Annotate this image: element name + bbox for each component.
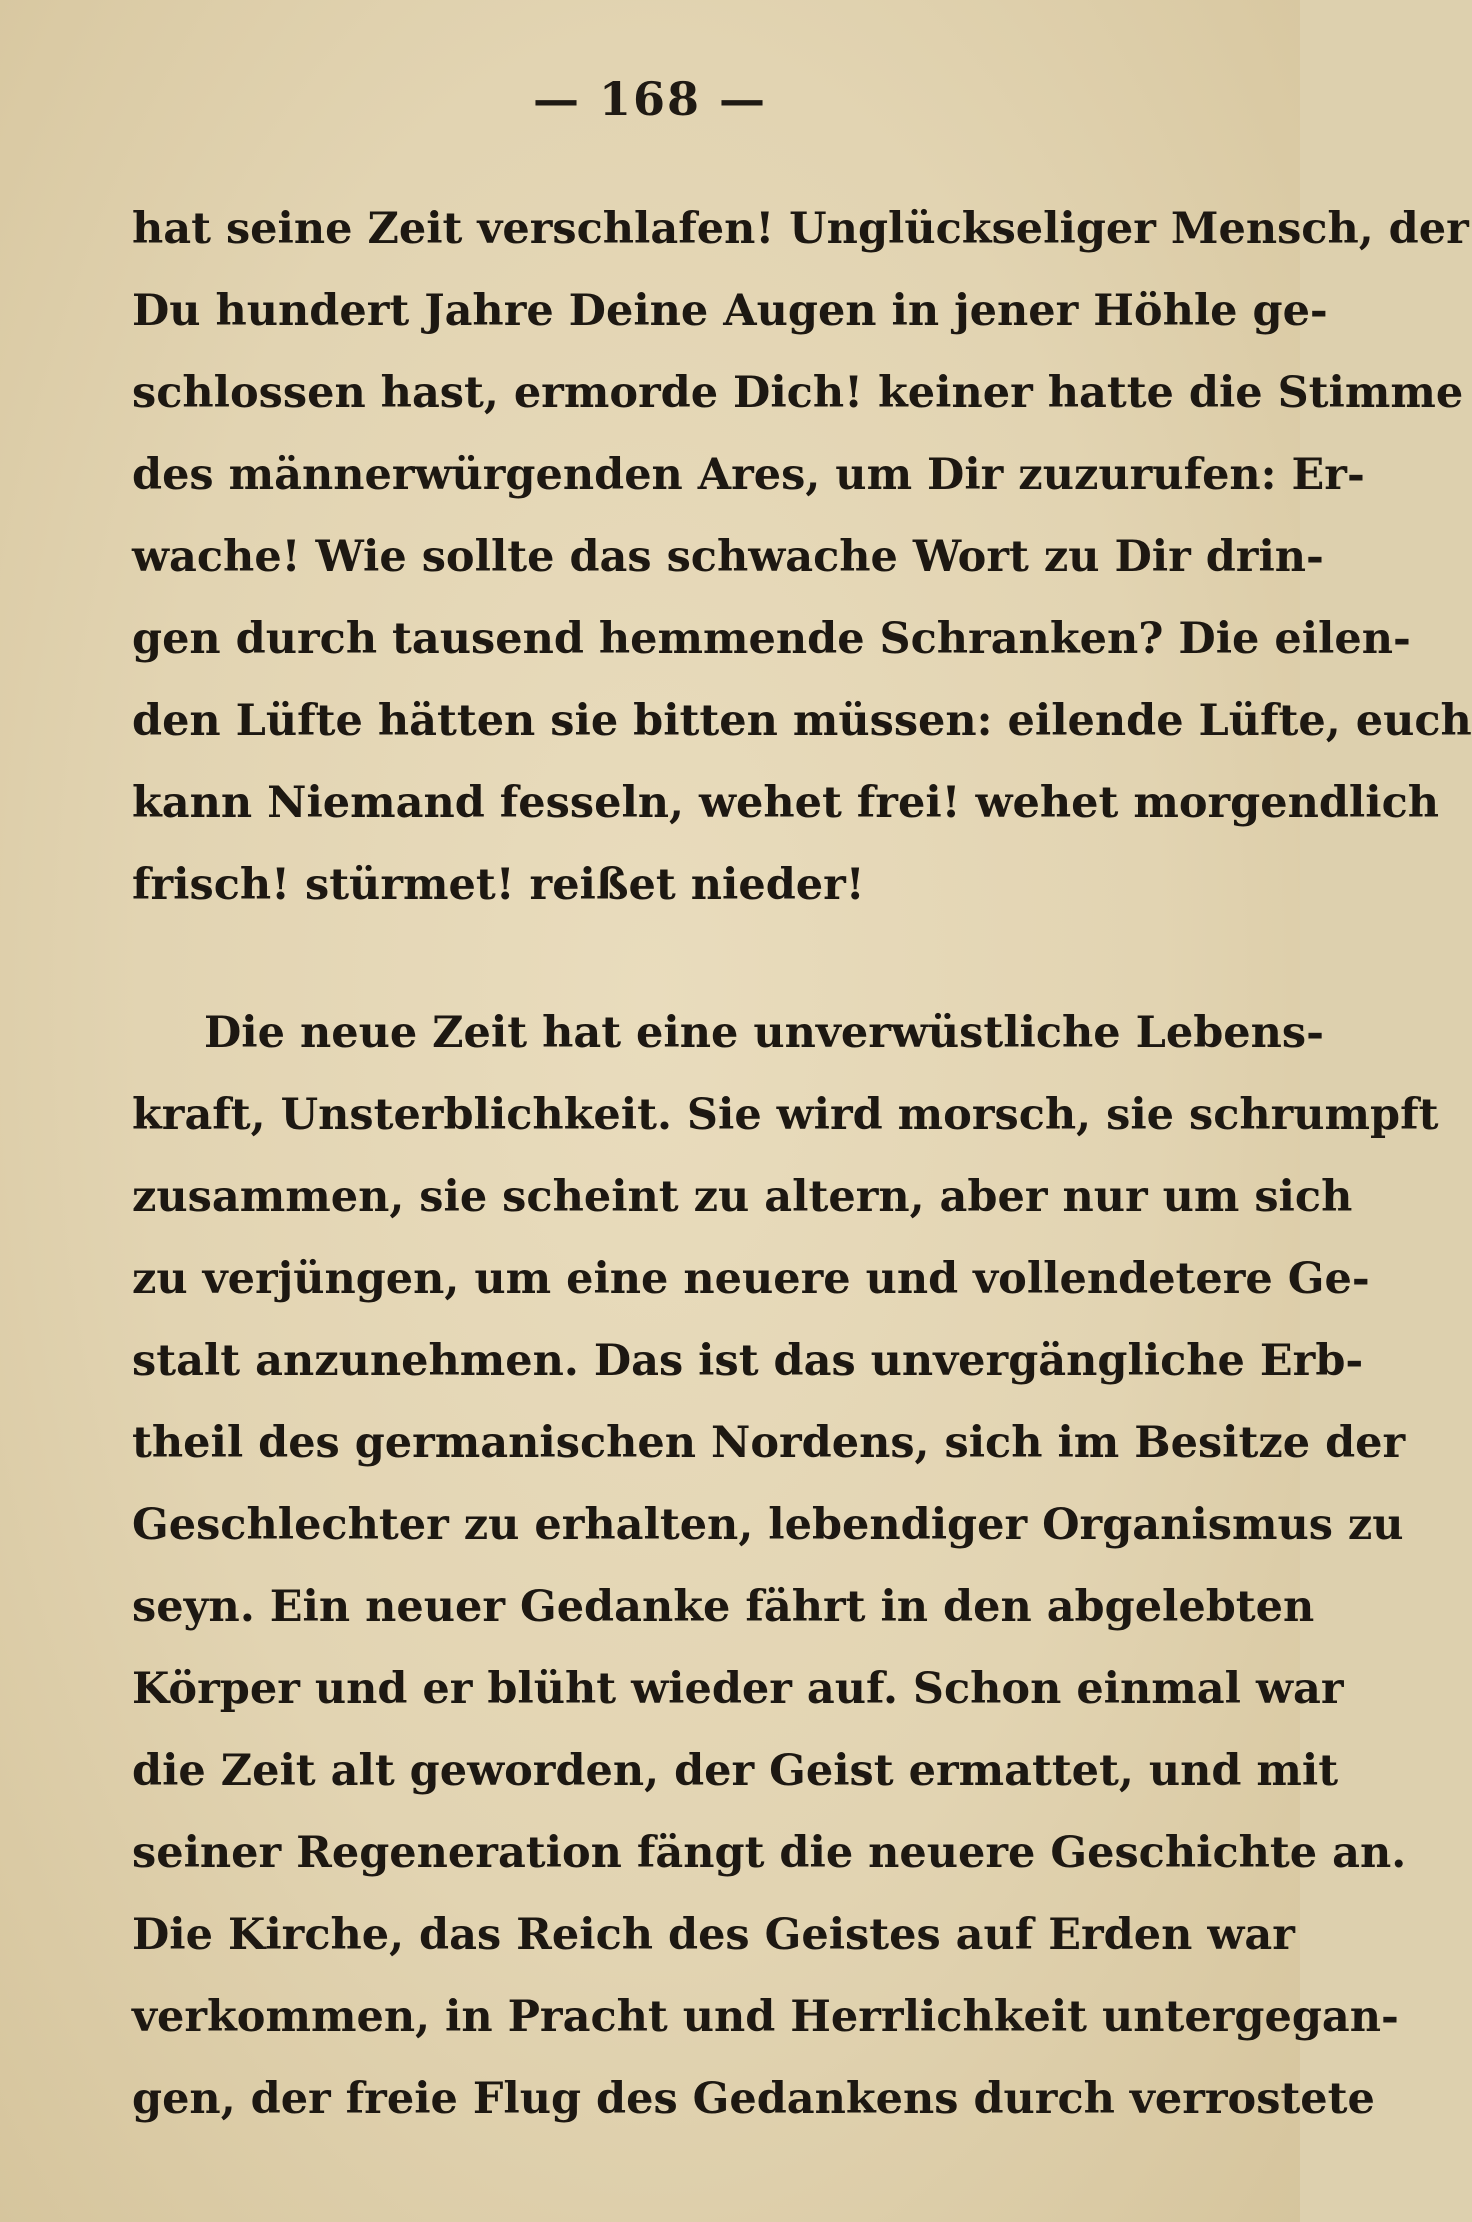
text-line: Körper und er blüht wieder auf. Schon einmal war: [132, 1664, 1344, 1714]
text-line: zusammen, sie scheint zu altern, aber nur um sich: [132, 1172, 1353, 1222]
text-line: Die Kirche, das Reich des Geistes auf Erden war: [132, 1910, 1295, 1960]
text-line: stalt anzunehmen. Das ist das unvergängliche Erb-: [132, 1336, 1364, 1386]
text-line: schlossen hast, ermorde Dich! keiner hatte die Stimme: [132, 368, 1464, 418]
text-line: Du hundert Jahre Deine Augen in jener Höhle ge-: [132, 286, 1328, 336]
text-line: gen durch tausend hemmende Schranken? Die eilen-: [132, 614, 1411, 664]
paragraph: [132, 188, 1472, 926]
text-line: des männerwürgenden Ares, um Dir zuzurufen: Er-: [132, 450, 1365, 500]
body-text: [132, 188, 1472, 2140]
text-line: kann Niemand fesseln, wehet frei! wehet morgendlich: [132, 778, 1440, 828]
text-line: wache! Wie sollte das schwache Wort zu Dir drin-: [132, 532, 1324, 582]
text-line: zu verjüngen, um eine neuere und vollendetere Ge-: [132, 1254, 1370, 1304]
text-line: die Zeit alt geworden, der Geist ermattet, und mit: [132, 1746, 1339, 1796]
text-line: kraft, Unsterblichkeit. Sie wird morsch, sie schrumpft: [132, 1090, 1439, 1140]
page-number: — 168 —: [532, 72, 768, 126]
text-line: verkommen, in Pracht und Herrlichkeit untergegan-: [132, 1992, 1399, 2042]
text-line: Die neue Zeit hat eine unverwüstliche Lebens-: [204, 1008, 1324, 1058]
text-line: hat seine Zeit verschlafen! Unglückseliger Mensch, der: [132, 204, 1469, 254]
text-line: theil des germanischen Nordens, sich im Besitze der: [132, 1418, 1406, 1468]
text-line: seyn. Ein neuer Gedanke fährt in den abgelebten: [132, 1582, 1315, 1632]
text-line: frisch! stürmet! reißet nieder!: [132, 860, 865, 910]
paragraph-gap: [132, 926, 1232, 992]
text-line: seiner Regeneration fängt die neuere Geschichte an.: [132, 1828, 1407, 1878]
text-line: gen, der freie Flug des Gedankens durch verrostete: [132, 2074, 1375, 2124]
text-line: Geschlechter zu erhalten, lebendiger Organismus zu: [132, 1500, 1404, 1550]
paragraph: [132, 992, 1439, 2140]
text-line: den Lüfte hätten sie bitten müssen: eilende Lüfte, euch: [132, 696, 1472, 746]
